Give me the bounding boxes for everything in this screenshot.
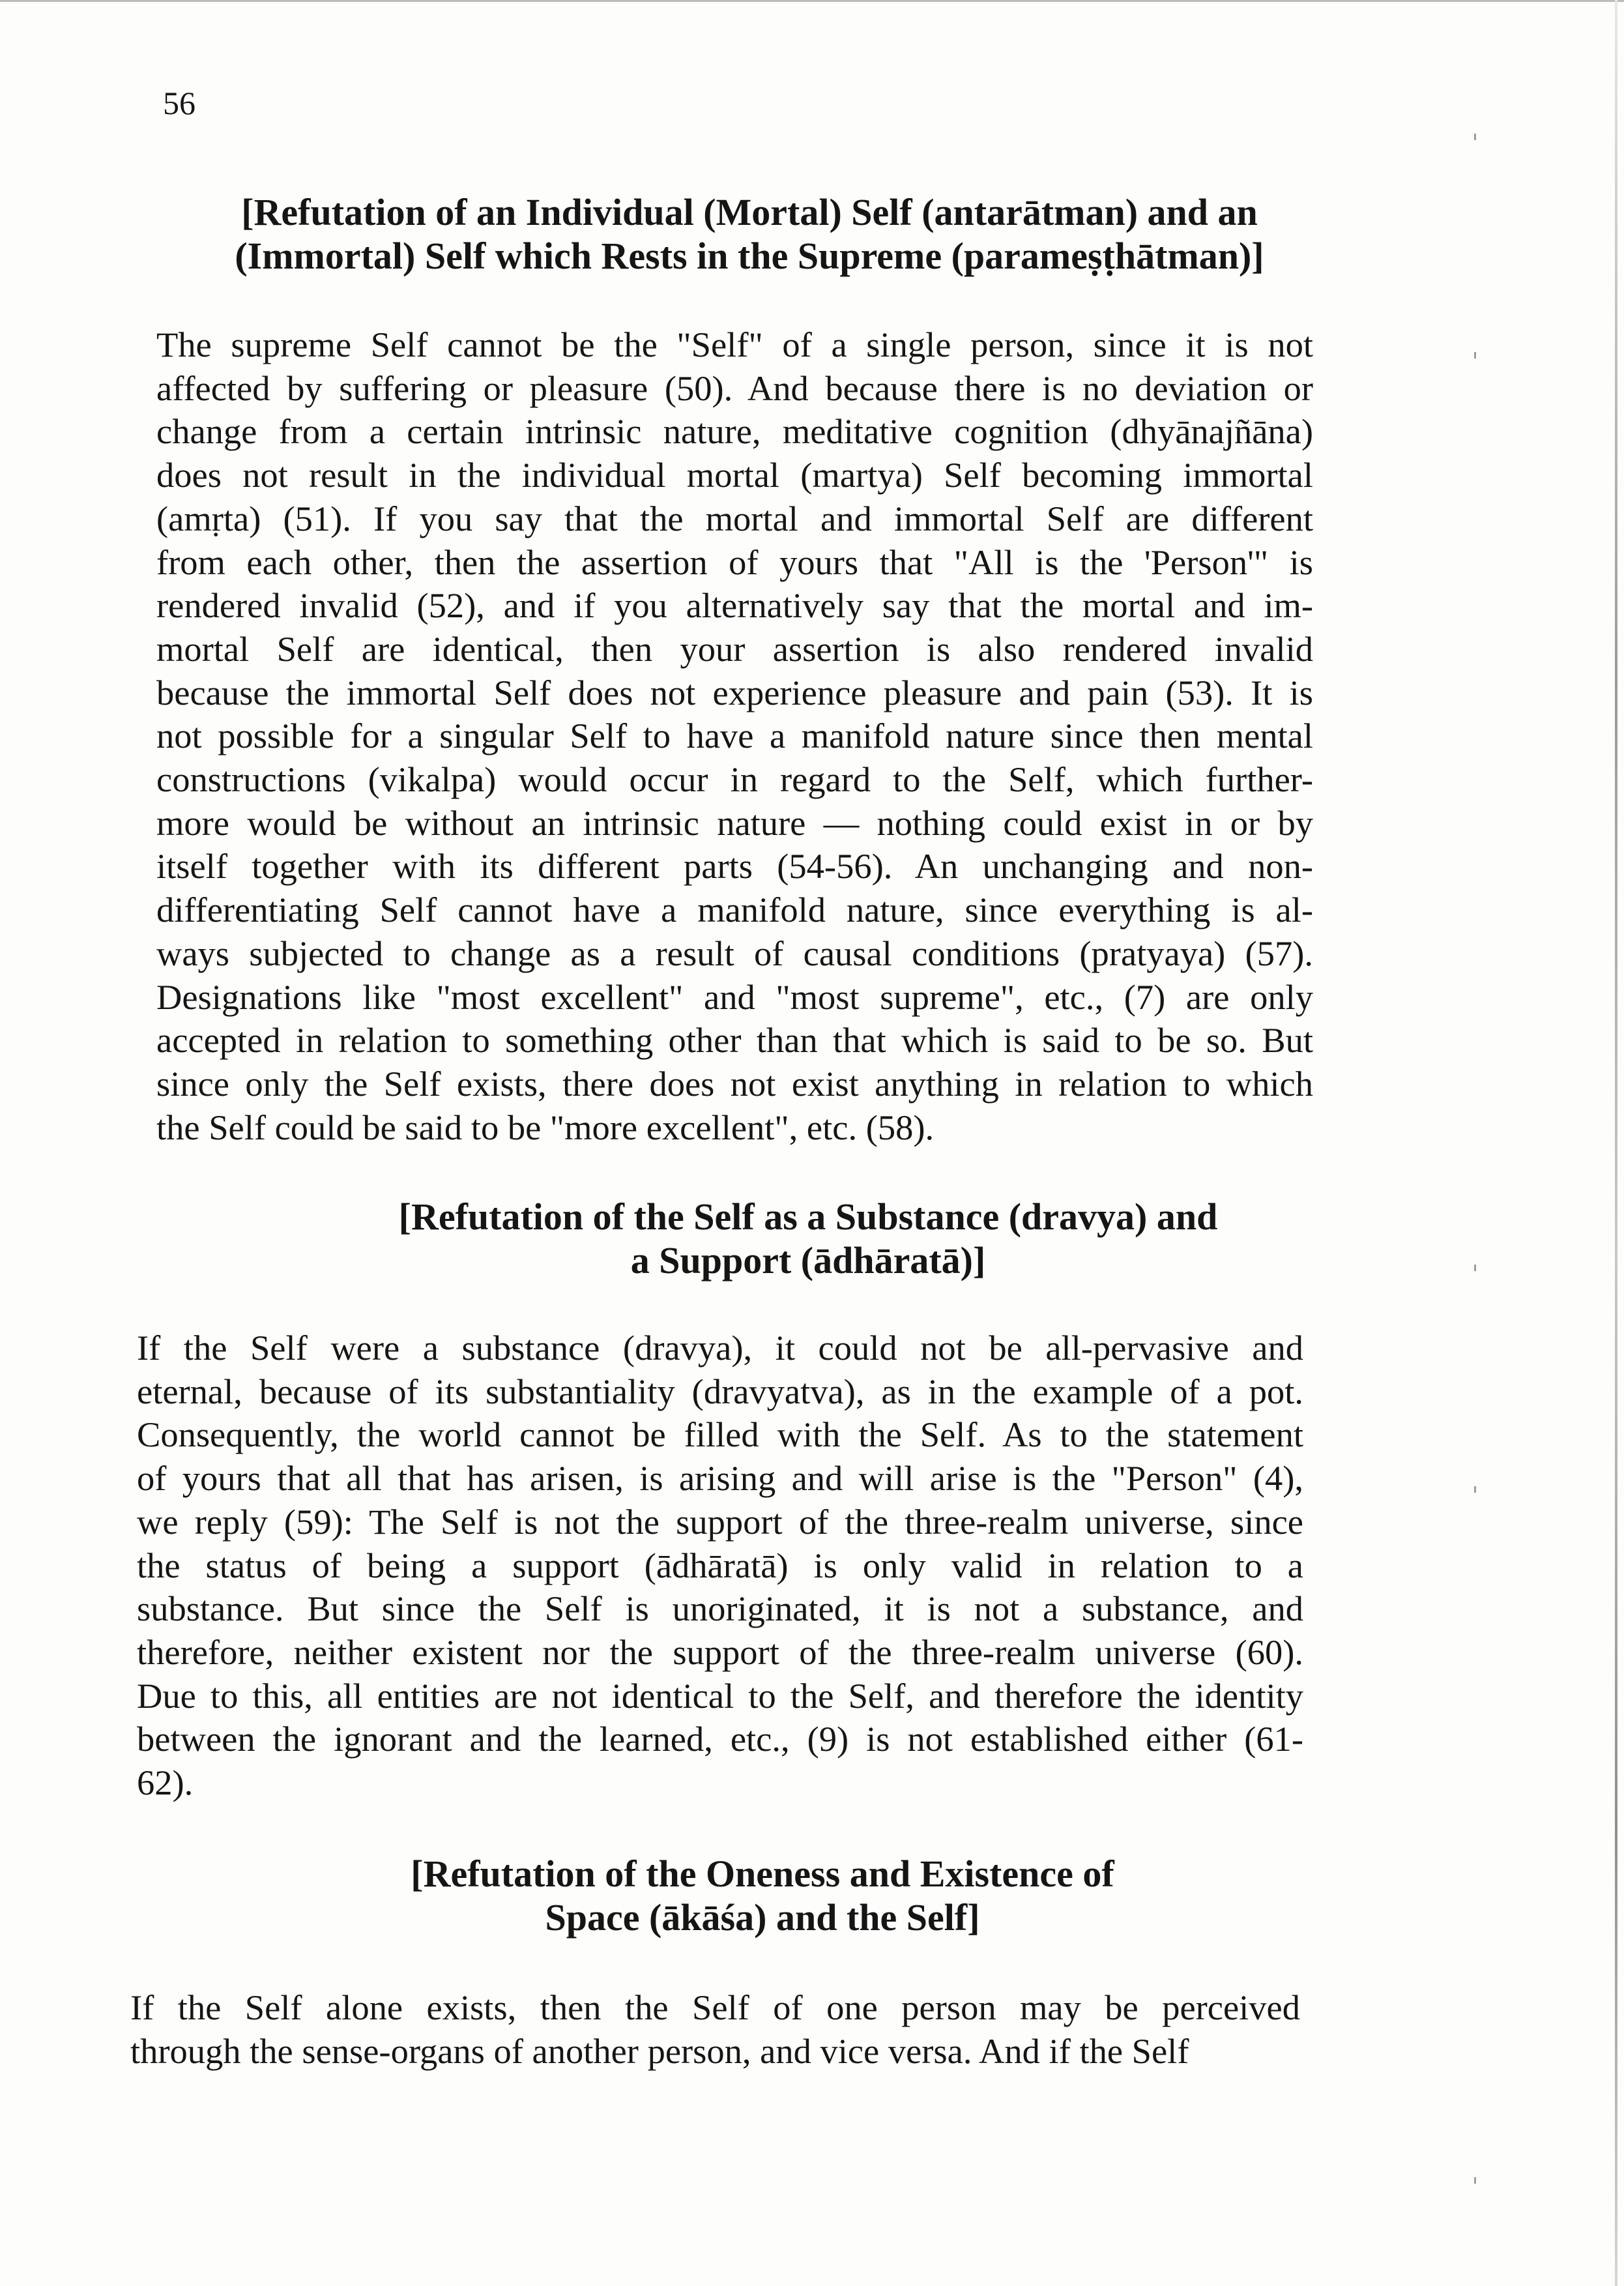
title-line: Space (ākāśa) and the Self] xyxy=(545,1896,980,1939)
scan-right-edge xyxy=(1615,0,1617,2286)
paragraph-line: If the Self alone exists, then the Self of one person may be perceived xyxy=(130,1987,1300,2027)
scan-speck xyxy=(1474,352,1476,359)
section-title-akasa xyxy=(261,1852,1264,1939)
paragraph-line: affected by suffering or pleasure (50). And because there is no deviation or xyxy=(156,368,1313,408)
section-title-dravya xyxy=(261,1195,1356,1282)
scan-speck xyxy=(1474,2177,1476,2184)
paragraph-line: 62). xyxy=(137,1763,194,1803)
paragraph-line: since only the Self exists, there does not exist anything in relation to which xyxy=(156,1063,1313,1104)
paragraph-line: Designations like "most excellent" and "most supreme", etc., (7) are only xyxy=(156,976,1313,1017)
paragraph-line: ways subjected to change as a result of causal conditions (pratyaya) (57). xyxy=(156,933,1313,973)
paragraph-line: not possible for a singular Self to have a manifold nature since then mental xyxy=(156,716,1313,756)
title-line: a Support (ādhāratā)] xyxy=(630,1239,986,1282)
paragraph-line: change from a certain intrinsic nature, meditative cognition (dhyānajñāna) xyxy=(156,411,1313,452)
paragraph-line: between the ignorant and the learned, etc., (9) is not established either (61- xyxy=(137,1719,1303,1759)
paragraph-line: from each other, then the assertion of yours that "All is the 'Person'" is xyxy=(156,542,1313,582)
paragraph-dravya xyxy=(137,1326,1303,1805)
scan-speck xyxy=(1474,134,1476,140)
paragraph-antaratman xyxy=(156,323,1313,1149)
paragraph-line: accepted in relation to something other than that which is said to be so. But xyxy=(156,1020,1313,1061)
paragraph-line: rendered invalid (52), and if you alternatively say that the mortal and im- xyxy=(156,585,1313,626)
scan-speck xyxy=(1474,1486,1476,1493)
title-line: [Refutation of the Self as a Substance (dravya) and xyxy=(398,1195,1218,1238)
paragraph-line: Due to this, all entities are not identical to the Self, and therefore the identity xyxy=(137,1675,1303,1716)
paragraph-akasa xyxy=(130,1986,1300,2073)
paragraph-line: Consequently, the world cannot be filled with the Self. As to the statement xyxy=(137,1414,1303,1455)
paragraph-line: differentiating Self cannot have a manifold nature, since everything is al- xyxy=(156,890,1313,930)
paragraph-line: of yours that all that has arisen, is arising and will arise is the "Person" (4), xyxy=(137,1458,1303,1499)
title-line: (Immortal) Self which Rests in the Supreme (parameṣṭhātman)] xyxy=(235,235,1264,277)
paragraph-line: eternal, because of its substantiality (dravyatva), as in the example of a pot. xyxy=(137,1371,1303,1411)
paragraph-line: itself together with its different parts (54-56). An unchanging and non- xyxy=(156,846,1313,887)
title-line: [Refutation of the Oneness and Existence of xyxy=(411,1853,1114,1895)
paragraph-line: does not result in the individual mortal (martya) Self becoming immortal xyxy=(156,455,1313,495)
paragraph-line: more would be without an intrinsic nature — nothing could exist in or by xyxy=(156,802,1313,843)
paragraph-line: we reply (59): The Self is not the support of the three-realm universe, since xyxy=(137,1501,1303,1542)
paragraph-line: The supreme Self cannot be the "Self" of a single person, since it is not xyxy=(156,325,1313,364)
paragraph-line: constructions (vikalpa) would occur in regard to the Self, which further- xyxy=(156,759,1313,800)
paragraph-line: therefore, neither existent nor the support of the three-realm universe (60). xyxy=(137,1632,1303,1672)
title-line: [Refutation of an Individual (Mortal) Self (antarātman) and an xyxy=(241,191,1258,233)
paragraph-line: because the immortal Self does not experience pleasure and pain (53). It is xyxy=(156,672,1313,712)
page-number: 56 xyxy=(163,85,196,121)
paragraph-line: mortal Self are identical, then your assertion is also rendered invalid xyxy=(156,628,1313,669)
paragraph-line: the status of being a support (ādhāratā) is only valid in relation to a xyxy=(137,1545,1303,1585)
page-top-edge xyxy=(0,0,1624,2)
paragraph-line: (amṛta) (51). If you say that the mortal and immortal Self are different xyxy=(156,498,1313,538)
section-title-antaratman xyxy=(196,190,1303,278)
scan-speck xyxy=(1474,1265,1476,1271)
paragraph-line: the Self could be said to be "more excellent", etc. (58). xyxy=(156,1107,935,1147)
paragraph-line: If the Self were a substance (dravya), it could not be all-pervasive and xyxy=(137,1328,1303,1368)
paragraph-line: through the sense-organs of another person, and vice versa. And if the Self xyxy=(130,2030,1189,2071)
paragraph-line: substance. But since the Self is unoriginated, it is not a substance, and xyxy=(137,1589,1303,1629)
